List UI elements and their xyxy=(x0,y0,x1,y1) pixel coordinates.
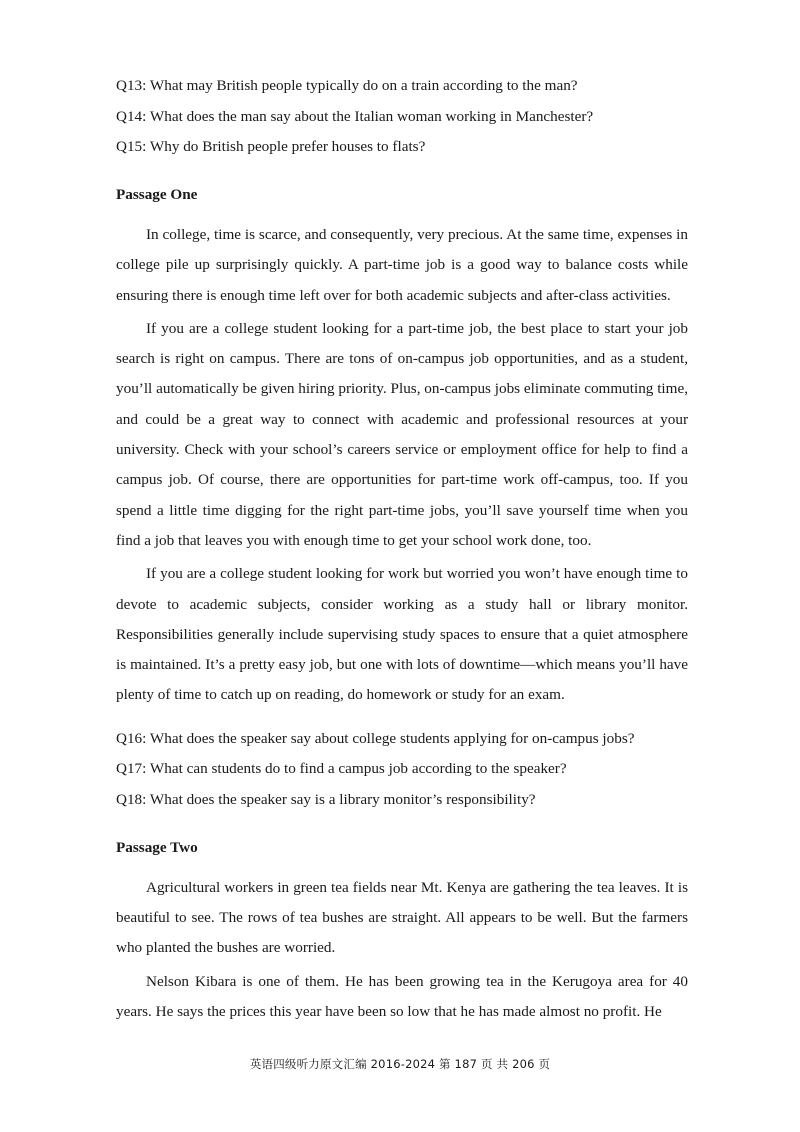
passage-one-heading: Passage One xyxy=(116,186,198,203)
passage-two-paragraph-2: Nelson Kibara is one of them. He has been growing tea in the Kerugoya area for 40 years. He says the prices this year have been so low that he has made almost no profit. He xyxy=(116,972,688,1020)
document-page xyxy=(116,76,688,1030)
passage-two-heading: Passage Two xyxy=(116,838,198,856)
passage-one-paragraph-3: If you are a college student looking for work but worried you won’t have enough time to devote to academic subjects, consider working as a study hall or library monitor. Responsibilities generally include supervising study spaces to ensure that a quiet atmosphere is maintained. It’s a pretty easy job, but one with lots of downtime—which means you’ll have plenty of time to catch up on reading, do homework or study for an exam. xyxy=(116,565,688,704)
question-q13: Q13: What may British people typically do on a train according to the man? xyxy=(116,77,578,94)
question-q16: Q16: What does the speaker say about college students applying for on-campus jobs? xyxy=(116,729,635,747)
question-q14: Q14: What does the man say about the Italian woman working in Manchester? xyxy=(116,107,594,125)
question-q15: Q15: Why do British people prefer houses to flats? xyxy=(116,138,426,155)
passage-one-paragraph-1: In college, time is scarce, and consequently, very precious. At the same time, expenses in college pile up surprisingly quickly. A part-time job is a good way to balance costs while ensuring there is enough time left over for both academic subjects and after-class activities. xyxy=(116,226,688,304)
page-footer: 英语四级听力原文汇编 2016-2024 第 187 页 共 206 页 xyxy=(249,1057,551,1071)
passage-two-paragraph-1: Agricultural workers in green tea fields near Mt. Kenya are gathering the tea leaves. It is beautiful to see. The rows of tea bushes are straight. All appears to be well. But the farmers who planted the bushes are worried. xyxy=(116,878,688,957)
question-q18: Q18: What does the speaker say is a library monitor’s responsibility? xyxy=(116,790,536,808)
passage-one-paragraph-2: If you are a college student looking for a part-time job, the best place to start your job search is right on campus. There are tons of on-campus job opportunities, and as a student, you’ll automatically be given hiring priority. Plus, on-campus jobs eliminate commuting time, and could be a great way to connect with academic and professional resources at your university. Check with your school’s careers service or employment office for help to find a campus job. Of course, there are opportunities for part-time work off-campus, too. If you spend a little time digging for the right part-time jobs, you’ll save yourself time when you find a job that leaves you with enough time to get your school work done, too. xyxy=(116,319,688,549)
question-q17: Q17: What can students do to find a campus job according to the speaker? xyxy=(116,760,567,778)
